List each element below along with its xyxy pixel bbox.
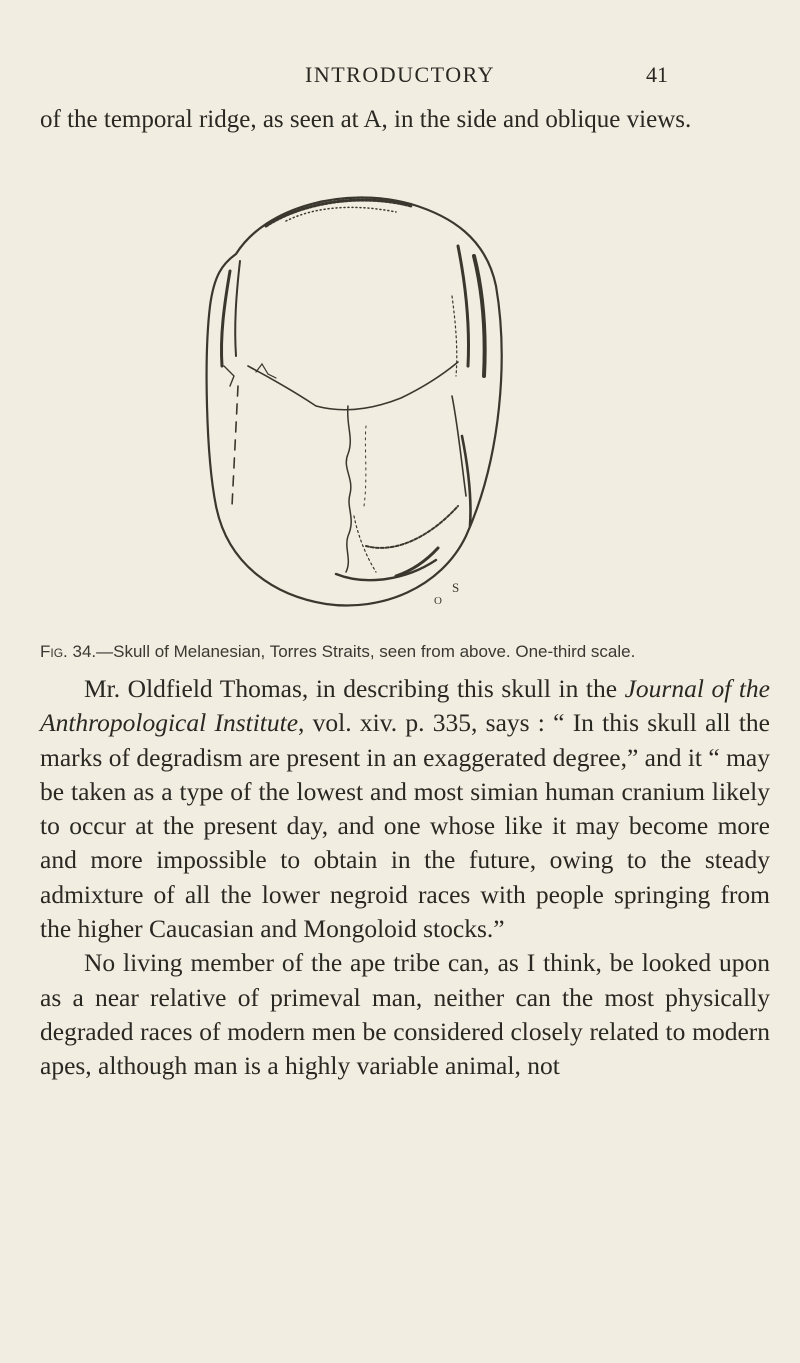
skull-figure [196,176,514,616]
page-header [0,62,800,94]
journal-title: Journal of the Anthropological Institute [40,674,770,738]
figure-label: Fig. 34. [40,642,97,661]
paragraph-text: , vol. xiv. p. 335, says : “ In this skull all the marks of degradism are present in an exaggerated degree,” and it “ may be taken as a type of the lowest and most simian human cranium likely to occur at the present day, and one whose like it may become more and more impossible to obtain in the future, owing to the steady admixture of all the lower negroid races with people springing from the higher Caucasian and Mongoloid stocks.” [40,708,770,944]
skull-illustration [196,176,514,616]
continued-paragraph: of the temporal ridge, as seen at A, in the side and oblique views. [40,106,692,133]
figure-mark: S [452,580,460,595]
body-text [40,672,770,1084]
running-head: INTRODUCTORY [305,62,495,87]
figure-mark: O [434,595,442,607]
paragraph-text: Mr. Oldfield Thomas, in describing this skull in the [84,674,625,703]
paragraph [40,672,770,946]
paragraph: No living member of the ape tribe can, as I think, be looked upon as a near relative of primeval man, neither can the most physically degraded races of modern men be considered closely related to modern apes, although man is a highly variable animal, not [40,948,770,1081]
page-number: 41 [646,62,668,87]
figure-caption [40,642,780,662]
figure-caption-text: —Skull of Melanesian, Torres Straits, seen from above. One-third scale. [96,642,636,661]
